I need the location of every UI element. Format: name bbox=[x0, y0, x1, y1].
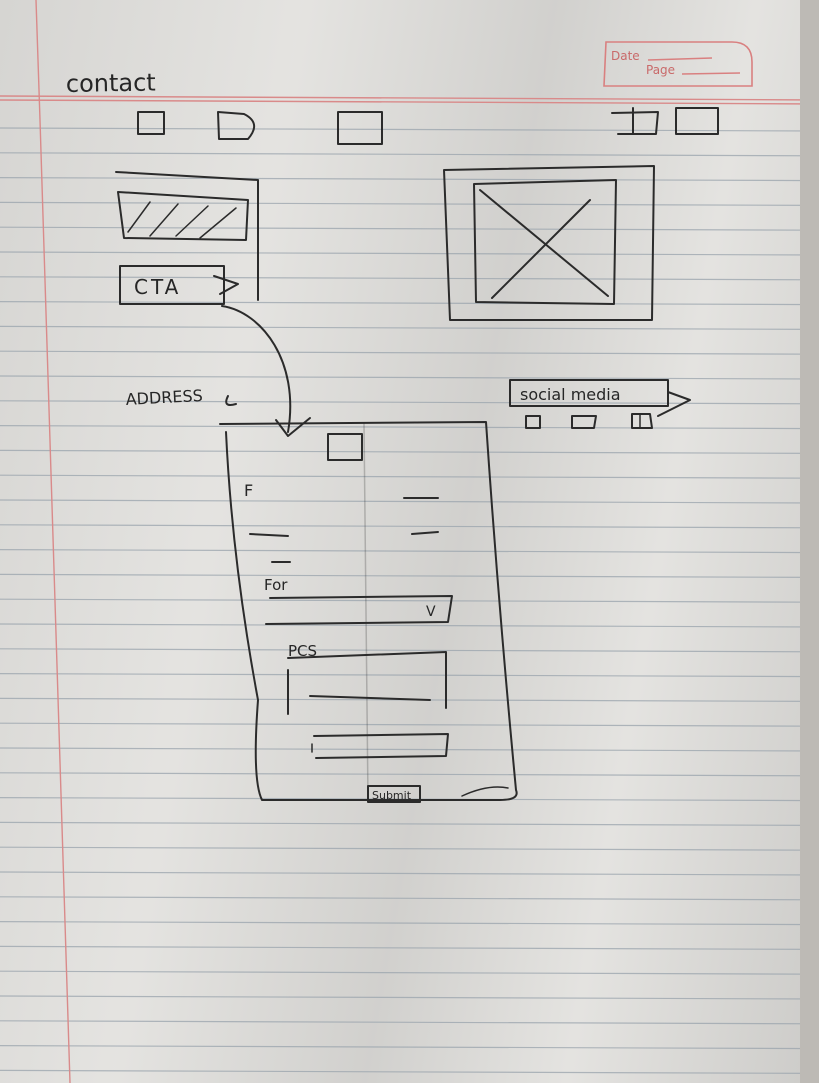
flow-arrow bbox=[222, 306, 290, 432]
margin-line-left bbox=[40, 120, 70, 1083]
rule-line bbox=[0, 624, 819, 627]
rule-line bbox=[0, 847, 819, 850]
rule-line bbox=[0, 723, 819, 726]
rule-line bbox=[0, 872, 819, 875]
submit-label: Submit bbox=[372, 789, 412, 802]
rule-line bbox=[0, 996, 819, 999]
page-title: contact bbox=[65, 68, 156, 98]
submit-arrow bbox=[462, 787, 508, 796]
notebook-rules bbox=[0, 128, 819, 1073]
page-edge bbox=[800, 0, 819, 1083]
hero-image-placeholder bbox=[444, 166, 654, 320]
social-flag-icon[interactable] bbox=[572, 416, 596, 428]
location-icon bbox=[226, 396, 236, 405]
rule-line bbox=[0, 897, 819, 900]
social-tag-icon[interactable] bbox=[632, 414, 652, 428]
rule-line bbox=[0, 649, 819, 652]
margin-line-top bbox=[36, 0, 40, 120]
rule-line bbox=[0, 674, 819, 677]
date-page-stamp bbox=[604, 42, 752, 86]
rule-line bbox=[0, 252, 819, 255]
rule-line bbox=[0, 401, 819, 404]
form-frame bbox=[220, 422, 517, 800]
rule-line bbox=[0, 946, 819, 949]
address-label: ADDRESS bbox=[125, 385, 204, 409]
rule-line bbox=[0, 351, 819, 354]
rule-line bbox=[0, 475, 819, 478]
rule-line bbox=[0, 773, 819, 776]
nav-square-icon[interactable] bbox=[138, 112, 164, 134]
rule-line bbox=[0, 1070, 819, 1073]
select-chevron-icon[interactable]: V bbox=[426, 604, 436, 620]
contact-info bbox=[125, 386, 236, 409]
rule-line bbox=[0, 178, 819, 181]
cta-label: CTA bbox=[134, 275, 182, 299]
rule-line bbox=[0, 450, 819, 453]
rule-line bbox=[0, 971, 819, 974]
message-label: PCS bbox=[288, 642, 318, 660]
nav-bar bbox=[138, 108, 718, 144]
rule-line bbox=[0, 748, 819, 751]
header-margin-line-2 bbox=[0, 100, 819, 104]
social-square-icon[interactable] bbox=[526, 416, 540, 428]
rule-line bbox=[0, 550, 819, 553]
first-field-label: F bbox=[244, 481, 254, 500]
rule-line bbox=[0, 128, 819, 131]
rule-line bbox=[0, 1021, 819, 1024]
nav-square-icon-2[interactable] bbox=[338, 112, 382, 144]
rule-line bbox=[0, 202, 819, 205]
nav-d-shape-icon[interactable] bbox=[218, 112, 254, 139]
second-field-input[interactable] bbox=[250, 534, 288, 536]
social-media bbox=[510, 380, 690, 428]
rule-line bbox=[0, 153, 819, 156]
form-avatar-icon bbox=[328, 434, 362, 460]
rule-line bbox=[0, 599, 819, 602]
rule-line bbox=[0, 326, 819, 329]
rule-line bbox=[0, 500, 819, 503]
rule-line bbox=[0, 574, 819, 577]
rule-line bbox=[0, 1046, 819, 1049]
extra-input[interactable] bbox=[314, 734, 448, 758]
rule-line bbox=[0, 277, 819, 280]
hero-left bbox=[116, 172, 258, 304]
select-label: For bbox=[264, 576, 288, 594]
hero-hatched-image bbox=[118, 192, 248, 240]
social-arrow-icon bbox=[658, 392, 690, 416]
contact-form bbox=[220, 422, 517, 802]
page-label: Page bbox=[646, 63, 676, 77]
date-label: Date bbox=[611, 49, 640, 63]
rule-line bbox=[0, 922, 819, 925]
third-field-input[interactable] bbox=[412, 532, 438, 534]
cta-arrow-icon bbox=[214, 276, 238, 294]
rule-line bbox=[0, 525, 819, 528]
rule-line bbox=[0, 426, 819, 429]
social-media-label: social media bbox=[520, 385, 621, 404]
rule-line bbox=[0, 376, 819, 379]
rule-line bbox=[0, 822, 819, 825]
